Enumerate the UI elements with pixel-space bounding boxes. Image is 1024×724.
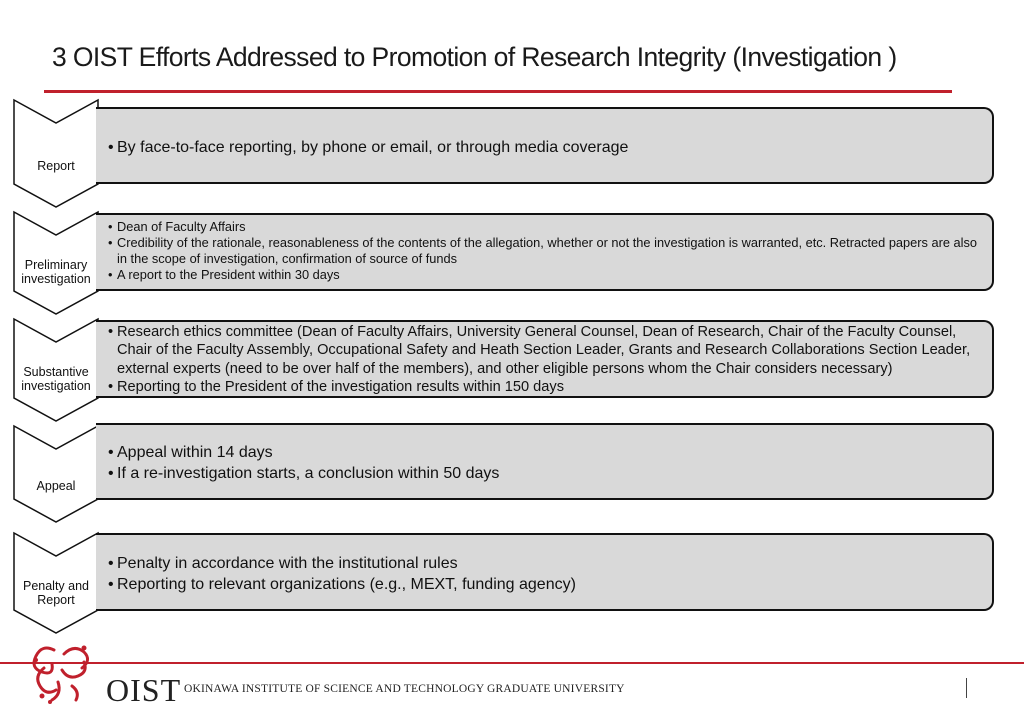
bullet-list [108,323,988,397]
step-box-appeal [96,423,994,500]
university-name: OKINAWA INSTITUTE OF SCIENCE AND TECHNOLOGY GRADUATE UNIVERSITY [184,683,625,695]
bullet-list [108,137,984,158]
page-number-divider [966,678,967,698]
page-title: 3 OIST Efforts Addressed to Promotion of Research Integrity (Investigation ) [52,42,897,72]
step-label-appeal: Appeal [36,479,76,493]
bullet-list [108,553,984,595]
step-label-penalty-and-report: Penalty and Report [22,579,90,607]
bullet-list [108,442,984,484]
step-box-report [96,107,994,184]
step-box-substantive-investigation [96,320,994,398]
process-chevrons [0,0,100,660]
bullet-item: • Reporting to the President of the investigation results within 150 days [108,378,988,396]
step-label-report: Report [37,159,75,173]
step-chevron-1 [14,100,98,207]
step-label-substantive-investigation: Substantive investigation [21,365,91,393]
bullet-item: • Credibility of the rationale, reasonableness of the contents of the allegation, whether or not the investigation is warranted, etc. Retracted papers are also in the scope of investigation, confirmation of source of funds [108,235,984,267]
step-box-penalty-and-report [96,533,994,611]
bullet-item: • If a re-investigation starts, a conclusion within 50 days [108,463,984,484]
step-box-preliminary-investigation [96,213,994,291]
bullet-item: • Appeal within 14 days [108,442,984,463]
footer-rule [0,662,1024,664]
oist-logo-mark-icon [14,630,104,710]
step-label-preliminary-investigation: Preliminary investigation [21,258,91,286]
oist-logo-text: OIST [106,672,182,708]
bullet-item: • Dean of Faculty Affairs [108,219,984,235]
bullet-item: • Research ethics committee (Dean of Faculty Affairs, University General Counsel, Dean of Research, Chair of the Faculty Counsel, Chair of the Faculty Assembly, Occupational Safety and Heath Section Leader, Grants and Research Collaborations Section Leader, external experts (need to be over half of the members), and other eligible persons whom the Chair considers necessary) [108,323,988,378]
title-underline [44,90,952,93]
step-chevron-4 [14,426,98,522]
bullet-item: • A report to the President within 30 days [108,267,984,283]
bullet-item: • Reporting to relevant organizations (e.g., MEXT, funding agency) [108,574,984,595]
bullet-item: • Penalty in accordance with the institutional rules [108,553,984,574]
bullet-item: • By face-to-face reporting, by phone or email, or through media coverage [108,137,984,158]
bullet-list [108,219,984,283]
